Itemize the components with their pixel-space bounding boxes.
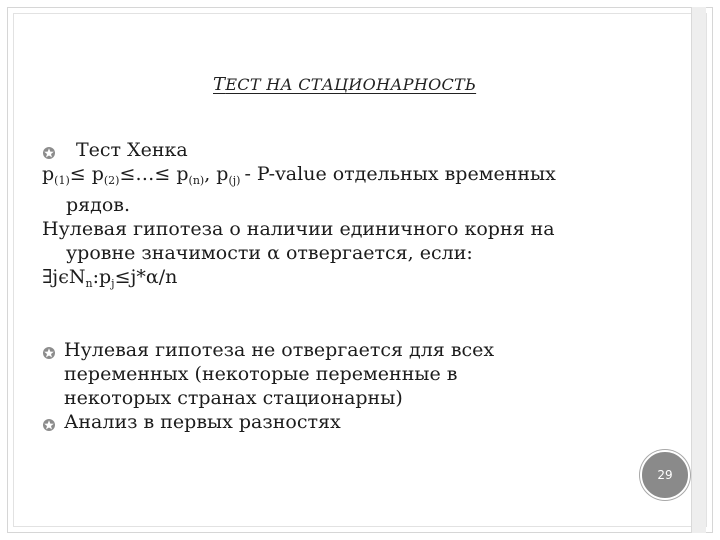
null-hypothesis-line1: Нулевая гипотеза о наличии единичного корня на (42, 218, 555, 240)
bullet-not-rejected-line3: некоторых странах стационарны) (64, 387, 403, 409)
bullet-text: Тест Хенка (76, 139, 188, 161)
bullet-not-rejected-line2: переменных (некоторые переменные в (64, 363, 458, 385)
slide-title: ТЕСТ НА СТАЦИОНАРНОСТЬ (213, 74, 477, 95)
page-number: 29 (657, 468, 673, 482)
pvalue-formula: $p_{(1)}\le$ $p_{(2)}\le\dots\le p_{(n)}$, $p_{(j)}$ - P-value отдельных временных (42, 163, 556, 187)
bullet-icon (42, 342, 56, 356)
bullet-not-rejected (42, 338, 642, 362)
page-number-badge (640, 450, 690, 500)
bullet-first-differences (42, 410, 642, 434)
bullet-text: Анализ в первых разностях (64, 411, 341, 433)
slide-side-band (691, 7, 706, 533)
bullet-henk-test (42, 138, 642, 162)
slide-content (42, 138, 642, 434)
rejection-condition: $\exists j\epsilon N_n:p_j\le j*\alpha/n$ (42, 266, 178, 290)
bullet-text: Нулевая гипотеза не отвергается для всех (64, 339, 495, 361)
pvalue-desc-cont: рядов. (66, 194, 131, 216)
bullet-icon (42, 142, 56, 156)
bullet-icon (42, 414, 56, 428)
null-hypothesis-line2: уровне значимости α отвергается, если: (66, 242, 473, 264)
